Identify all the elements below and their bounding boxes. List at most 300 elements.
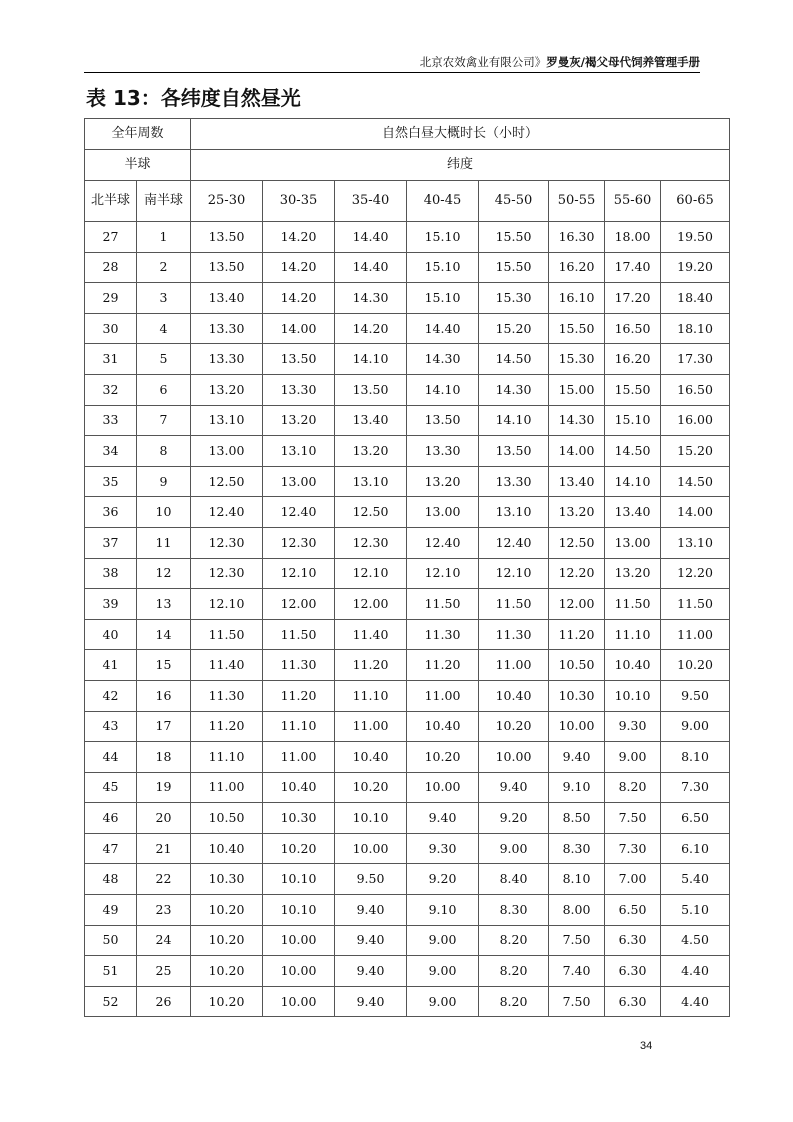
daylight-hours-cell: 9.30	[407, 833, 479, 864]
daylight-hours-cell: 8.50	[549, 803, 605, 834]
north-week-cell: 37	[85, 527, 137, 558]
table-row	[85, 589, 730, 620]
south-week-cell: 24	[137, 925, 191, 956]
daylight-hours-cell: 16.20	[605, 344, 661, 375]
south-week-cell: 10	[137, 497, 191, 528]
table-row	[85, 864, 730, 895]
daylight-hours-cell: 12.00	[549, 589, 605, 620]
table-row	[85, 222, 730, 253]
north-week-cell: 28	[85, 252, 137, 283]
daylight-hours-cell: 8.20	[605, 772, 661, 803]
daylight-hours-cell: 11.20	[191, 711, 263, 742]
daylight-hours-cell: 8.10	[661, 742, 730, 773]
daylight-hours-cell: 11.40	[335, 619, 407, 650]
daylight-hours-cell: 13.50	[407, 405, 479, 436]
south-week-cell: 15	[137, 650, 191, 681]
latitude-header-55-60: 55-60	[605, 181, 661, 222]
daylight-hours-cell: 10.00	[263, 956, 335, 987]
daylight-hours-cell: 9.00	[407, 986, 479, 1017]
daylight-hours-cell: 11.00	[407, 680, 479, 711]
latitude-label-cell: 纬度	[191, 150, 730, 181]
daylight-hours-cell: 15.20	[479, 313, 549, 344]
daylight-hours-cell: 6.10	[661, 833, 730, 864]
north-week-cell: 51	[85, 956, 137, 987]
daylight-hours-cell: 9.40	[335, 925, 407, 956]
daylight-hours-cell: 11.20	[407, 650, 479, 681]
south-week-cell: 25	[137, 956, 191, 987]
daylight-hours-cell: 11.40	[191, 650, 263, 681]
daylight-hours-cell: 13.10	[263, 436, 335, 467]
daylight-hours-cell: 14.20	[335, 313, 407, 344]
daylight-hours-cell: 14.50	[605, 436, 661, 467]
south-week-cell: 4	[137, 313, 191, 344]
daylight-hours-cell: 15.30	[479, 283, 549, 314]
daylight-hours-cell: 16.20	[549, 252, 605, 283]
daylight-hours-cell: 16.50	[605, 313, 661, 344]
table-row	[85, 283, 730, 314]
daylight-hours-cell: 11.50	[479, 589, 549, 620]
table-row	[85, 527, 730, 558]
daylight-hours-cell: 12.20	[549, 558, 605, 589]
table-row	[85, 742, 730, 773]
daylight-hours-cell: 11.50	[605, 589, 661, 620]
north-week-cell: 46	[85, 803, 137, 834]
daylight-hours-cell: 12.40	[263, 497, 335, 528]
table-row	[85, 252, 730, 283]
daylight-hours-cell: 9.10	[549, 772, 605, 803]
table-row	[85, 711, 730, 742]
north-week-cell: 50	[85, 925, 137, 956]
daylight-hours-cell: 12.30	[263, 527, 335, 558]
daylight-hours-cell: 11.00	[191, 772, 263, 803]
daylight-hours-cell: 14.30	[335, 283, 407, 314]
daylight-hours-cell: 10.20	[335, 772, 407, 803]
daylight-hours-cell: 9.00	[407, 956, 479, 987]
duration-label-cell: 自然白昼大概时长（小时）	[191, 119, 730, 150]
daylight-hours-cell: 11.20	[263, 680, 335, 711]
daylight-hours-cell: 12.40	[191, 497, 263, 528]
north-week-cell: 33	[85, 405, 137, 436]
daylight-hours-cell: 11.50	[661, 589, 730, 620]
daylight-hours-cell: 10.00	[263, 925, 335, 956]
daylight-hours-cell: 10.20	[191, 925, 263, 956]
daylight-hours-cell: 12.40	[407, 527, 479, 558]
page-header	[84, 52, 700, 72]
daylight-hours-cell: 9.00	[407, 925, 479, 956]
north-week-cell: 27	[85, 222, 137, 253]
daylight-hours-cell: 6.30	[605, 925, 661, 956]
table-row	[85, 374, 730, 405]
daylight-hours-cell: 9.00	[605, 742, 661, 773]
daylight-hours-cell: 15.10	[407, 283, 479, 314]
daylight-hours-cell: 12.50	[191, 466, 263, 497]
daylight-hours-cell: 10.40	[191, 833, 263, 864]
daylight-hours-cell: 11.00	[479, 650, 549, 681]
daylight-hours-cell: 10.10	[605, 680, 661, 711]
daylight-hours-cell: 14.00	[263, 313, 335, 344]
daylight-hours-cell: 6.50	[605, 895, 661, 926]
header-company: 北京农效禽业有限公司》	[419, 55, 547, 69]
daylight-hours-cell: 8.10	[549, 864, 605, 895]
table-title: 表 13：各纬度自然昼光	[86, 86, 301, 110]
table-row	[85, 558, 730, 589]
north-week-cell: 36	[85, 497, 137, 528]
daylight-hours-cell: 9.40	[335, 895, 407, 926]
daylight-hours-cell: 13.50	[191, 252, 263, 283]
south-week-cell: 13	[137, 589, 191, 620]
daylight-hours-cell: 10.50	[549, 650, 605, 681]
daylight-hours-cell: 13.40	[191, 283, 263, 314]
daylight-hours-cell: 10.00	[335, 833, 407, 864]
daylight-hours-cell: 15.00	[549, 374, 605, 405]
hemisphere-label-cell: 半球	[85, 150, 191, 181]
header-manual-title: 罗曼灰/褐父母代饲养管理手册	[546, 55, 700, 69]
daylight-hours-cell: 12.30	[191, 527, 263, 558]
table-row	[85, 895, 730, 926]
daylight-hours-cell: 11.50	[263, 619, 335, 650]
daylight-hours-cell: 9.40	[479, 772, 549, 803]
south-week-cell: 8	[137, 436, 191, 467]
daylight-hours-cell: 8.40	[479, 864, 549, 895]
daylight-hours-cell: 9.00	[479, 833, 549, 864]
daylight-hours-cell: 10.00	[407, 772, 479, 803]
daylight-hours-cell: 12.50	[549, 527, 605, 558]
south-week-cell: 16	[137, 680, 191, 711]
north-week-cell: 29	[85, 283, 137, 314]
daylight-hours-cell: 11.00	[335, 711, 407, 742]
daylight-hours-cell: 7.50	[549, 986, 605, 1017]
daylight-hours-cell: 16.30	[549, 222, 605, 253]
daylight-hours-cell: 12.00	[335, 589, 407, 620]
table-row	[85, 803, 730, 834]
south-week-cell: 7	[137, 405, 191, 436]
daylight-hours-cell: 7.00	[605, 864, 661, 895]
daylight-hours-cell: 14.10	[335, 344, 407, 375]
table-row	[85, 833, 730, 864]
table-row	[85, 313, 730, 344]
table-row	[85, 650, 730, 681]
daylight-hours-cell: 12.00	[263, 589, 335, 620]
daylight-hours-cell: 4.40	[661, 986, 730, 1017]
south-week-cell: 19	[137, 772, 191, 803]
north-week-cell: 30	[85, 313, 137, 344]
north-week-cell: 39	[85, 589, 137, 620]
daylight-hours-cell: 7.50	[549, 925, 605, 956]
daylight-hours-cell: 9.50	[661, 680, 730, 711]
daylight-hours-cell: 15.30	[549, 344, 605, 375]
table-row	[85, 497, 730, 528]
header-row-hemisphere	[85, 150, 730, 181]
north-week-cell: 40	[85, 619, 137, 650]
daylight-hours-cell: 12.50	[335, 497, 407, 528]
daylight-hours-cell: 6.50	[661, 803, 730, 834]
daylight-hours-cell: 10.00	[479, 742, 549, 773]
daylight-hours-cell: 10.40	[263, 772, 335, 803]
daylight-hours-cell: 12.10	[191, 589, 263, 620]
daylight-hours-cell: 10.20	[479, 711, 549, 742]
daylight-hours-cell: 13.10	[479, 497, 549, 528]
table-row	[85, 925, 730, 956]
daylight-hours-cell: 14.50	[661, 466, 730, 497]
daylight-hours-cell: 6.30	[605, 956, 661, 987]
daylight-hours-cell: 9.10	[407, 895, 479, 926]
daylight-hours-cell: 14.30	[479, 374, 549, 405]
daylight-hours-cell: 13.40	[335, 405, 407, 436]
daylight-hours-cell: 8.30	[549, 833, 605, 864]
daylight-hours-cell: 13.00	[263, 466, 335, 497]
daylight-hours-cell: 10.10	[263, 864, 335, 895]
daylight-hours-cell: 14.30	[549, 405, 605, 436]
daylight-hours-cell: 15.50	[605, 374, 661, 405]
daylight-hours-cell: 9.20	[479, 803, 549, 834]
daylight-hours-cell: 11.30	[263, 650, 335, 681]
south-week-cell: 5	[137, 344, 191, 375]
daylight-hours-cell: 9.40	[335, 986, 407, 1017]
latitude-header-50-55: 50-55	[549, 181, 605, 222]
daylight-hours-cell: 9.40	[407, 803, 479, 834]
daylight-hours-cell: 13.20	[407, 466, 479, 497]
daylight-hours-cell: 14.00	[661, 497, 730, 528]
daylight-hours-cell: 11.50	[191, 619, 263, 650]
header-row-columns	[85, 181, 730, 222]
daylight-hours-cell: 11.10	[191, 742, 263, 773]
daylight-hours-cell: 13.50	[335, 374, 407, 405]
daylight-hours-cell: 10.40	[479, 680, 549, 711]
daylight-hours-cell: 16.00	[661, 405, 730, 436]
daylight-hours-cell: 11.30	[479, 619, 549, 650]
daylight-hours-cell: 10.30	[191, 864, 263, 895]
south-week-cell: 17	[137, 711, 191, 742]
south-hemisphere-header: 南半球	[137, 181, 191, 222]
north-week-cell: 48	[85, 864, 137, 895]
daylight-hours-cell: 13.30	[479, 466, 549, 497]
daylight-hours-cell: 17.40	[605, 252, 661, 283]
latitude-header-30-35: 30-35	[263, 181, 335, 222]
daylight-hours-cell: 8.20	[479, 986, 549, 1017]
daylight-hours-cell: 10.20	[407, 742, 479, 773]
daylight-hours-cell: 10.00	[549, 711, 605, 742]
south-week-cell: 6	[137, 374, 191, 405]
daylight-hours-cell: 8.00	[549, 895, 605, 926]
daylight-hours-cell: 19.20	[661, 252, 730, 283]
daylight-hours-cell: 9.40	[549, 742, 605, 773]
daylight-hours-cell: 14.40	[335, 252, 407, 283]
daylight-hours-cell: 13.10	[335, 466, 407, 497]
daylight-hours-cell: 16.50	[661, 374, 730, 405]
daylight-hours-cell: 10.40	[605, 650, 661, 681]
daylight-hours-cell: 7.30	[605, 833, 661, 864]
daylight-hours-cell: 8.30	[479, 895, 549, 926]
daylight-hours-cell: 10.20	[191, 956, 263, 987]
daylight-hours-cell: 13.30	[191, 313, 263, 344]
daylight-hours-cell: 4.50	[661, 925, 730, 956]
daylight-hours-cell: 10.10	[335, 803, 407, 834]
north-week-cell: 34	[85, 436, 137, 467]
south-week-cell: 14	[137, 619, 191, 650]
daylight-hours-cell: 12.10	[263, 558, 335, 589]
daylight-hours-cell: 14.20	[263, 252, 335, 283]
latitude-header-25-30: 25-30	[191, 181, 263, 222]
daylight-hours-cell: 9.30	[605, 711, 661, 742]
daylight-hours-cell: 5.40	[661, 864, 730, 895]
daylight-hours-cell: 10.10	[263, 895, 335, 926]
table-row	[85, 619, 730, 650]
south-week-cell: 3	[137, 283, 191, 314]
daylight-hours-cell: 15.10	[605, 405, 661, 436]
south-week-cell: 20	[137, 803, 191, 834]
daylight-hours-cell: 15.10	[407, 252, 479, 283]
daylight-hours-cell: 14.30	[407, 344, 479, 375]
north-week-cell: 44	[85, 742, 137, 773]
south-week-cell: 9	[137, 466, 191, 497]
daylight-hours-cell: 12.10	[479, 558, 549, 589]
daylight-hours-cell: 7.50	[605, 803, 661, 834]
daylight-hours-cell: 11.00	[661, 619, 730, 650]
north-week-cell: 43	[85, 711, 137, 742]
daylight-hours-cell: 11.20	[549, 619, 605, 650]
daylight-hours-cell: 10.00	[263, 986, 335, 1017]
daylight-hours-cell: 15.50	[479, 252, 549, 283]
daylight-hours-cell: 14.10	[479, 405, 549, 436]
daylight-hours-cell: 7.30	[661, 772, 730, 803]
table-row	[85, 436, 730, 467]
daylight-hours-cell: 18.10	[661, 313, 730, 344]
daylight-hours-cell: 9.50	[335, 864, 407, 895]
daylight-hours-cell: 9.40	[335, 956, 407, 987]
table-row	[85, 405, 730, 436]
daylight-hours-cell: 10.20	[661, 650, 730, 681]
daylight-hours-cell: 4.40	[661, 956, 730, 987]
south-week-cell: 21	[137, 833, 191, 864]
daylight-hours-cell: 19.50	[661, 222, 730, 253]
north-week-cell: 42	[85, 680, 137, 711]
table-row	[85, 772, 730, 803]
daylight-hours-cell: 11.20	[335, 650, 407, 681]
daylight-hours-cell: 13.20	[191, 374, 263, 405]
daylight-hours-cell: 13.00	[191, 436, 263, 467]
daylight-hours-cell: 13.50	[191, 222, 263, 253]
daylight-hours-cell: 10.50	[191, 803, 263, 834]
daylight-hours-cell: 13.10	[191, 405, 263, 436]
daylight-hours-cell: 14.40	[407, 313, 479, 344]
latitude-header-40-45: 40-45	[407, 181, 479, 222]
table-row	[85, 956, 730, 987]
north-week-cell: 38	[85, 558, 137, 589]
daylight-hours-cell: 13.30	[407, 436, 479, 467]
daylight-hours-cell: 8.20	[479, 925, 549, 956]
daylight-hours-cell: 15.50	[479, 222, 549, 253]
south-week-cell: 1	[137, 222, 191, 253]
header-row-weeks	[85, 119, 730, 150]
daylight-hours-cell: 13.40	[549, 466, 605, 497]
north-hemisphere-header: 北半球	[85, 181, 137, 222]
daylight-hours-cell: 13.50	[263, 344, 335, 375]
daylight-hours-cell: 11.30	[407, 619, 479, 650]
daylight-hours-cell: 10.30	[549, 680, 605, 711]
daylight-hours-cell: 13.50	[479, 436, 549, 467]
north-week-cell: 41	[85, 650, 137, 681]
daylight-hours-cell: 10.20	[191, 895, 263, 926]
table-row	[85, 344, 730, 375]
daylight-hours-cell: 13.20	[549, 497, 605, 528]
south-week-cell: 26	[137, 986, 191, 1017]
daylight-hours-cell: 12.10	[407, 558, 479, 589]
daylight-hours-cell: 14.10	[605, 466, 661, 497]
table-row	[85, 680, 730, 711]
table-row	[85, 466, 730, 497]
daylight-hours-cell: 12.20	[661, 558, 730, 589]
daylight-hours-cell: 18.40	[661, 283, 730, 314]
latitude-header-60-65: 60-65	[661, 181, 730, 222]
daylight-hours-cell: 9.00	[661, 711, 730, 742]
daylight-hours-cell: 10.20	[191, 986, 263, 1017]
north-week-cell: 35	[85, 466, 137, 497]
daylight-hours-cell: 9.20	[407, 864, 479, 895]
daylight-hours-cell: 15.50	[549, 313, 605, 344]
south-week-cell: 12	[137, 558, 191, 589]
daylight-hours-cell: 13.30	[191, 344, 263, 375]
south-week-cell: 23	[137, 895, 191, 926]
daylight-hours-cell: 11.50	[407, 589, 479, 620]
daylight-hours-cell: 14.50	[479, 344, 549, 375]
daylight-hours-cell: 13.20	[605, 558, 661, 589]
daylight-hours-cell: 6.30	[605, 986, 661, 1017]
daylight-hours-cell: 12.10	[335, 558, 407, 589]
south-week-cell: 11	[137, 527, 191, 558]
daylight-hours-cell: 13.40	[605, 497, 661, 528]
south-week-cell: 22	[137, 864, 191, 895]
north-week-cell: 45	[85, 772, 137, 803]
south-week-cell: 18	[137, 742, 191, 773]
daylight-hours-cell: 5.10	[661, 895, 730, 926]
daylight-hours-cell: 13.00	[407, 497, 479, 528]
daylight-hours-cell: 14.40	[335, 222, 407, 253]
daylight-hours-cell: 10.40	[407, 711, 479, 742]
north-week-cell: 49	[85, 895, 137, 926]
south-week-cell: 2	[137, 252, 191, 283]
daylight-hours-cell: 13.30	[263, 374, 335, 405]
daylight-hours-cell: 11.10	[605, 619, 661, 650]
daylight-hours-cell: 14.20	[263, 222, 335, 253]
daylight-hours-cell: 16.10	[549, 283, 605, 314]
daylight-hours-cell: 18.00	[605, 222, 661, 253]
daylight-hours-cell: 8.20	[479, 956, 549, 987]
header-rule	[84, 72, 700, 73]
daylight-hours-cell: 12.40	[479, 527, 549, 558]
daylight-hours-cell: 15.20	[661, 436, 730, 467]
daylight-hours-cell: 15.10	[407, 222, 479, 253]
daylight-hours-cell: 14.20	[263, 283, 335, 314]
daylight-hours-cell: 11.10	[335, 680, 407, 711]
week-label-cell: 全年周数	[85, 119, 191, 150]
daylight-hours-cell: 12.30	[335, 527, 407, 558]
daylight-hours-cell: 10.30	[263, 803, 335, 834]
north-week-cell: 52	[85, 986, 137, 1017]
daylight-hours-cell: 13.20	[335, 436, 407, 467]
daylight-hours-cell: 14.10	[407, 374, 479, 405]
daylight-hours-cell: 11.00	[263, 742, 335, 773]
daylight-table	[84, 118, 730, 1017]
daylight-hours-cell: 17.20	[605, 283, 661, 314]
daylight-hours-cell: 17.30	[661, 344, 730, 375]
latitude-header-45-50: 45-50	[479, 181, 549, 222]
north-week-cell: 31	[85, 344, 137, 375]
daylight-hours-cell: 11.30	[191, 680, 263, 711]
daylight-hours-cell: 13.20	[263, 405, 335, 436]
daylight-hours-cell: 10.20	[263, 833, 335, 864]
north-week-cell: 32	[85, 374, 137, 405]
table-row	[85, 986, 730, 1017]
